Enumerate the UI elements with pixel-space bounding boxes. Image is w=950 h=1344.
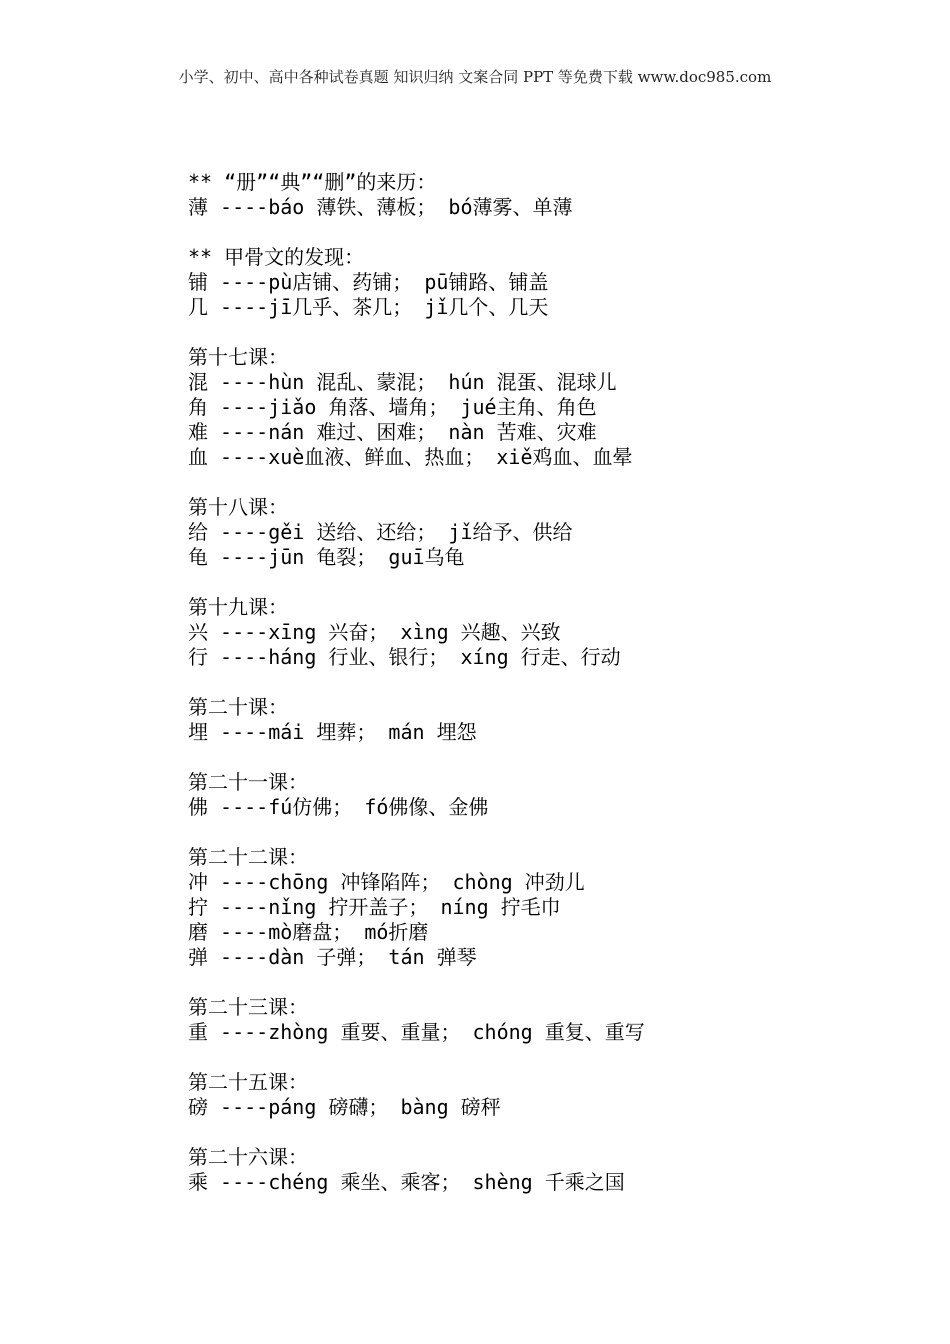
section-heading: 第二十二课： (188, 845, 308, 869)
section-heading: 第二十课： (188, 695, 288, 719)
entry-line: 龟 ----jūn 龟裂； guī乌龟 (188, 545, 465, 569)
entry-line: 几 ----jī几乎、茶几； jǐ几个、几天 (188, 295, 549, 319)
section-lesson-18 (188, 495, 908, 570)
section-origin-of-characters (188, 170, 908, 220)
page-header: 小学、初中、高中各种试卷真题 知识归纳 文案合同 PPT 等免费下载 www.doc985.com (178, 68, 772, 86)
entry-line: 给 ----gěi 送给、还给； jǐ给予、供给 (188, 520, 573, 544)
section-lesson-22 (188, 845, 908, 970)
section-heading: 第十八课： (188, 495, 288, 519)
section-lesson-23 (188, 995, 908, 1045)
entry-line: 佛 ----fú仿佛； fó佛像、金佛 (188, 795, 489, 819)
section-heading: 第二十五课： (188, 1070, 308, 1094)
section-lesson-17 (188, 345, 908, 470)
entry-line: 铺 ----pù店铺、药铺； pū铺路、铺盖 (188, 270, 549, 294)
entry-line: 冲 ----chōng 冲锋陷阵； chòng 冲劲儿 (188, 870, 585, 894)
section-heading: ** “册”“典”“删”的来历： (188, 170, 437, 194)
entry-line: 磅 ----páng 磅礴； bàng 磅秤 (188, 1095, 501, 1119)
entry-line: 磨 ----mò磨盘； mó折磨 (188, 920, 429, 944)
entry-line: 角 ----jiǎo 角落、墙角； jué主角、角色 (188, 395, 597, 419)
entry-line: 埋 ----mái 埋葬； mán 埋怨 (188, 720, 477, 744)
entry-line: 兴 ----xīng 兴奋； xìng 兴趣、兴致 (188, 620, 561, 644)
section-lesson-20 (188, 695, 908, 745)
section-lesson-21 (188, 770, 908, 820)
section-lesson-25 (188, 1070, 908, 1120)
section-heading: ** 甲骨文的发现： (188, 245, 365, 269)
entry-line: 难 ----nán 难过、困难； nàn 苦难、灾难 (188, 420, 597, 444)
section-oracle-bones (188, 245, 908, 320)
document-body (188, 170, 908, 1220)
entry-line: 血 ----xuè血液、鲜血、热血； xiě鸡血、血晕 (188, 445, 633, 469)
entry-line: 薄 ----báo 薄铁、薄板； bó薄雾、单薄 (188, 195, 573, 219)
entry-line: 重 ----zhòng 重要、重量； chóng 重复、重写 (188, 1020, 645, 1044)
section-heading: 第二十三课： (188, 995, 308, 1019)
section-heading: 第十九课： (188, 595, 288, 619)
section-heading: 第十七课： (188, 345, 288, 369)
entry-line: 混 ----hùn 混乱、蒙混； hún 混蛋、混球儿 (188, 370, 617, 394)
entry-line: 拧 ----nǐng 拧开盖子； níng 拧毛巾 (188, 895, 561, 919)
entry-line: 行 ----háng 行业、银行； xíng 行走、行动 (188, 645, 621, 669)
section-heading: 第二十一课： (188, 770, 308, 794)
section-heading: 第二十六课： (188, 1145, 308, 1169)
section-lesson-26 (188, 1145, 908, 1195)
entry-line: 乘 ----chéng 乘坐、乘客； shèng 千乘之国 (188, 1170, 625, 1194)
entry-line: 弹 ----dàn 子弹； tán 弹琴 (188, 945, 477, 969)
section-lesson-19 (188, 595, 908, 670)
